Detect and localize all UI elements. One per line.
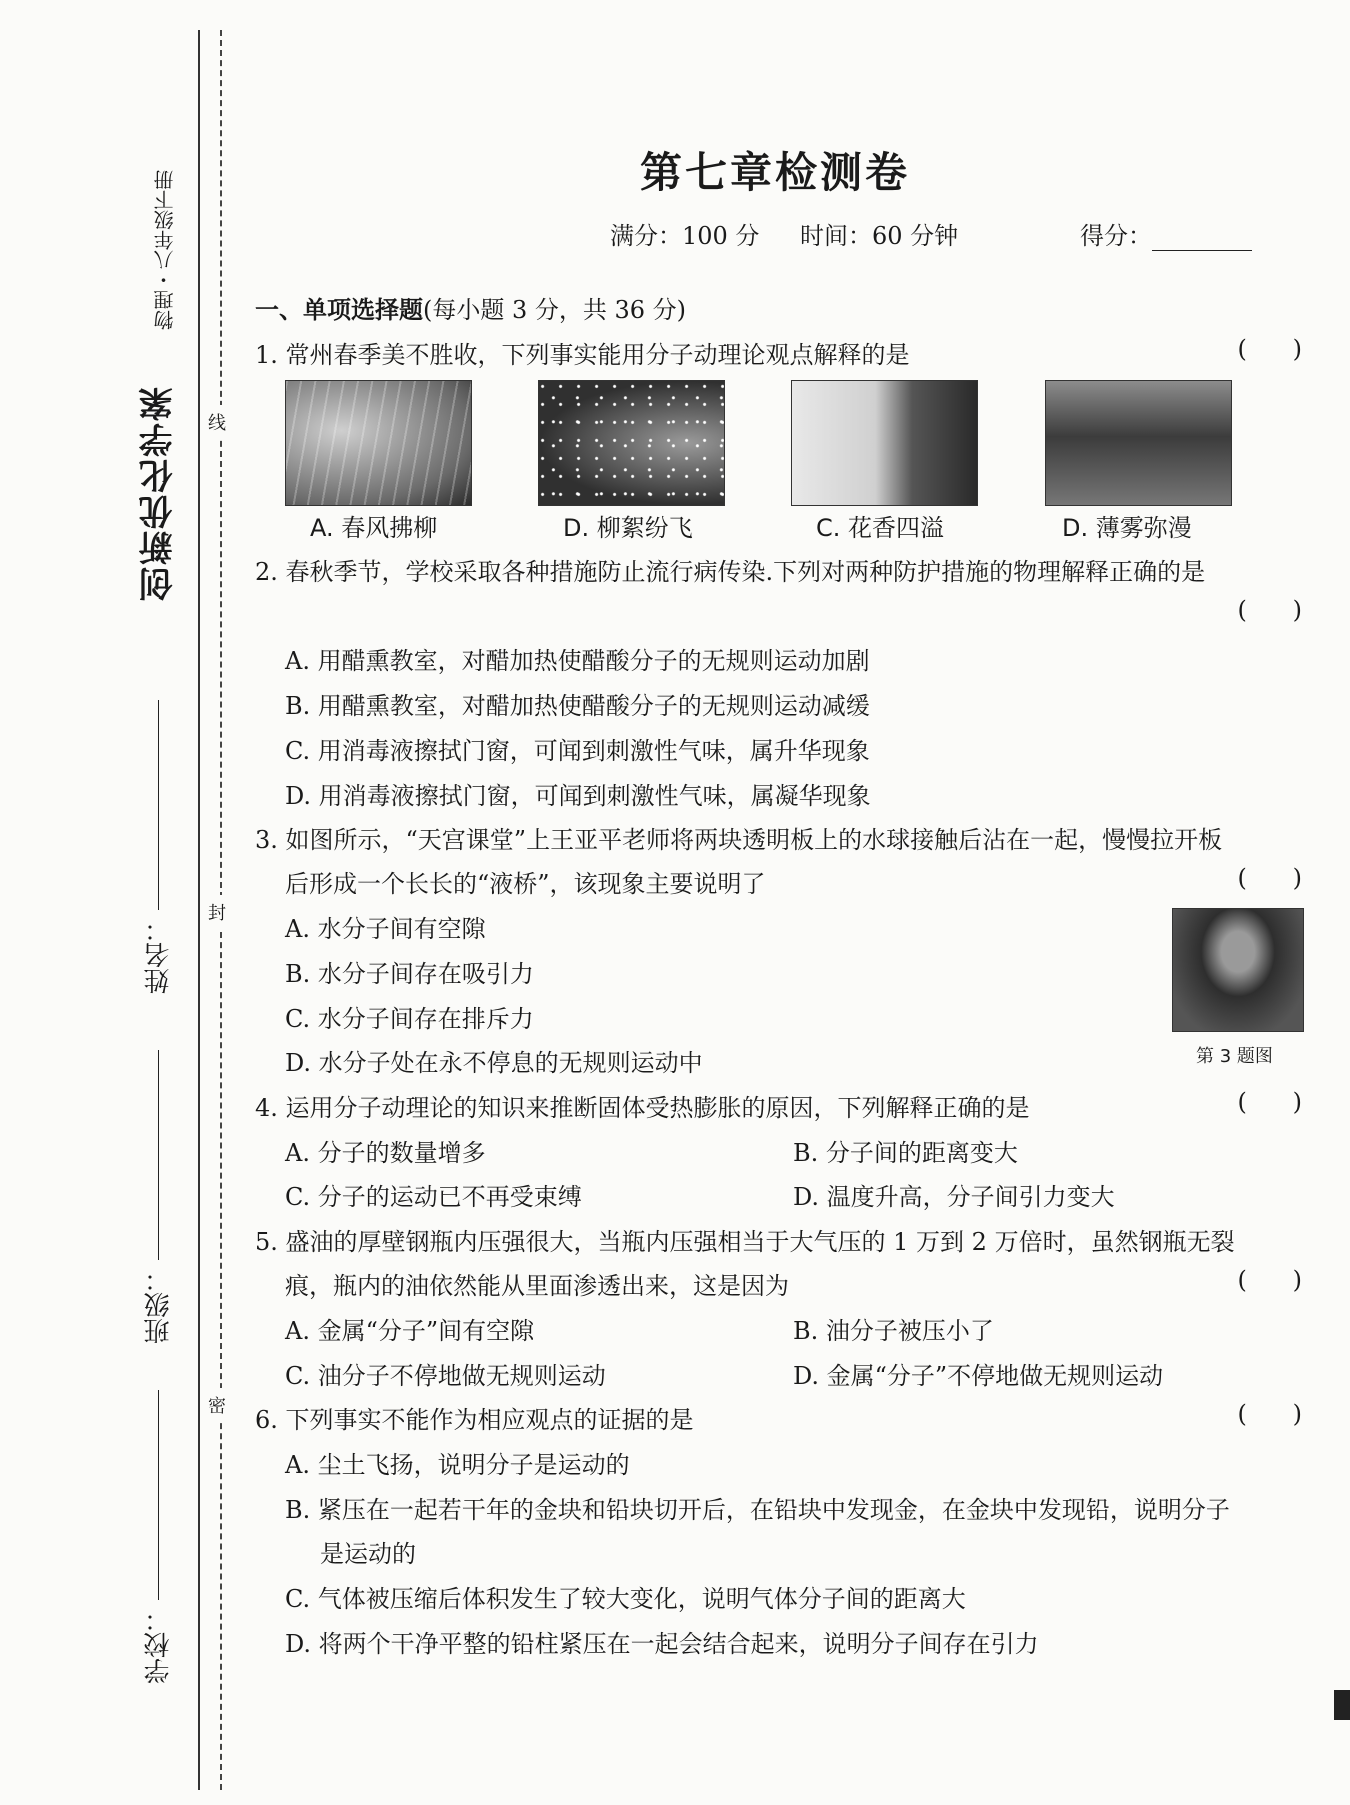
q1-image-flower — [791, 380, 978, 506]
class-field — [140, 1050, 177, 1344]
q1-image-catkins — [538, 380, 725, 506]
q3-figure-caption: 第 3 题图 — [1196, 1046, 1273, 1067]
q3-option-a: A. 水分子间有空隙 — [285, 915, 486, 943]
q4-option-d: D. 温度升高，分子间引力变大 — [793, 1183, 1115, 1211]
book-series: 物理・八年级下册 — [153, 170, 177, 330]
q3-answer-paren: ( ) — [1237, 864, 1302, 892]
q1-option-c: C. 花香四溢 — [816, 514, 945, 542]
q3-option-b: B. 水分子间存在吸引力 — [285, 960, 534, 988]
name-blank — [159, 700, 160, 910]
cut-mark-secret: 密 — [208, 1388, 226, 1422]
cut-mark-seal: 封 — [208, 895, 226, 929]
score-field — [1080, 216, 1252, 251]
page-edge-mark — [1334, 1690, 1350, 1720]
q6-option-a: A. 尘土飞扬，说明分子是运动的 — [285, 1451, 630, 1479]
q5-option-b: B. 油分子被压小了 — [793, 1317, 994, 1345]
q2-option-d: D. 用消毒液擦拭门窗，可闻到刺激性气味，属凝华现象 — [285, 782, 871, 810]
q2-option-b: B. 用醋熏教室，对醋加热使醋酸分子的无规则运动减缓 — [285, 692, 870, 720]
q1-stem: 1. 常州春季美不胜收，下列事实能用分子动理论观点解释的是 — [255, 341, 910, 369]
page-title: 第七章检测卷 — [640, 148, 911, 197]
q1-answer-paren: ( ) — [1237, 335, 1302, 363]
score-blank — [1152, 226, 1252, 251]
q5-option-a: A. 金属“分子”间有空隙 — [285, 1317, 535, 1345]
q3-stem-line2: 后形成一个长长的“液桥”，该现象主要说明了 — [285, 870, 766, 898]
q6-option-b-cont: 是运动的 — [320, 1540, 416, 1568]
q5-answer-paren: ( ) — [1237, 1266, 1302, 1294]
q4-option-c: C. 分子的运动已不再受束缚 — [285, 1183, 582, 1211]
q5-stem-line1: 5. 盛油的厚壁钢瓶内压强很大，当瓶内压强相当于大气压的 1 万到 2 万倍时，虽然钢瓶无裂 — [255, 1228, 1235, 1256]
school-blank — [159, 1390, 160, 1600]
section-title: 一、单项选择题 — [255, 296, 423, 324]
name-field — [140, 700, 177, 994]
q5-option-d: D. 金属“分子”不停地做无规则运动 — [793, 1362, 1164, 1390]
q4-answer-paren: ( ) — [1237, 1088, 1302, 1116]
q4-option-a: A. 分子的数量增多 — [285, 1139, 486, 1167]
q1-image-fog — [1045, 380, 1232, 506]
q1-image-willow — [285, 380, 472, 506]
cut-mark-line: 线 — [208, 405, 226, 439]
section-note: (每小题 3 分，共 36 分) — [423, 296, 687, 324]
q5-stem-line2: 痕，瓶内的油依然能从里面渗透出来，这是因为 — [285, 1272, 789, 1300]
full-score: 满分：100 分 — [610, 222, 760, 250]
q6-stem: 6. 下列事实不能作为相应观点的证据的是 — [255, 1406, 694, 1434]
q1-option-b: D. 柳絮纷飞 — [563, 514, 693, 542]
q6-answer-paren: ( ) — [1237, 1400, 1302, 1428]
exam-time: 时间：60 分钟 — [800, 222, 959, 250]
binding-margin-line — [198, 30, 200, 1790]
q3-option-c: C. 水分子间存在排斥力 — [285, 1005, 534, 1033]
q3-stem-line1: 3. 如图所示，“天宫课堂”上王亚平老师将两块透明板上的水球接触后沾在一起，慢慢拉开板 — [255, 826, 1223, 854]
school-label: 学校： — [144, 1606, 174, 1684]
q6-option-b: B. 紧压在一起若干年的金块和铅块切开后，在铅块中发现金，在金块中发现铅，说明分子 — [285, 1496, 1230, 1524]
q6-option-c: C. 气体被压缩后体积发生了较大变化，说明气体分子间的距离大 — [285, 1585, 966, 1613]
class-label: 班级： — [144, 1266, 174, 1344]
q2-option-c: C. 用消毒液擦拭门窗，可闻到刺激性气味，属升华现象 — [285, 737, 870, 765]
q5-option-c: C. 油分子不停地做无规则运动 — [285, 1362, 606, 1390]
q6-option-d: D. 将两个干净平整的铅柱紧压在一起会结合起来，说明分子间存在引力 — [285, 1630, 1039, 1658]
name-label: 姓名： — [144, 916, 174, 994]
score-label: 得分： — [1080, 222, 1152, 250]
q2-stem: 2. 春秋季节，学校采取各种措施防止流行病传染.下列对两种防护措施的物理解释正确的是 — [255, 558, 1206, 586]
q4-option-b: B. 分子间的距离变大 — [793, 1139, 1018, 1167]
q4-stem: 4. 运用分子动理论的知识来推断固体受热膨胀的原因，下列解释正确的是 — [255, 1094, 1030, 1122]
q1-option-a: A. 春风拂柳 — [310, 514, 438, 542]
q2-option-a: A. 用醋熏教室，对醋加热使醋酸分子的无规则运动加剧 — [285, 647, 870, 675]
q3-option-d: D. 水分子处在永不停息的无规则运动中 — [285, 1049, 703, 1077]
class-blank — [159, 1050, 160, 1260]
q1-option-d: D. 薄雾弥漫 — [1062, 514, 1192, 542]
section-heading — [255, 290, 686, 325]
school-field — [140, 1390, 177, 1684]
brand-logo: 创新优化学案 — [139, 385, 179, 601]
q3-figure-image — [1172, 908, 1304, 1032]
q2-answer-paren: ( ) — [1237, 596, 1302, 624]
